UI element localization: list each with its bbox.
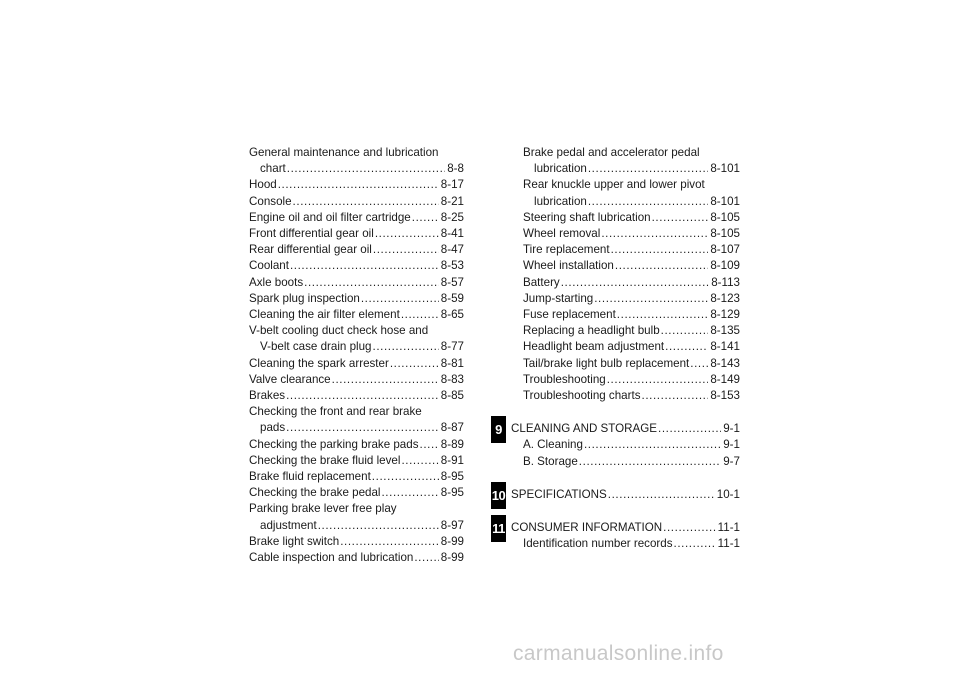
chapter-tab-9[interactable]: 9: [491, 416, 506, 443]
toc-entry-page: 8-99: [440, 551, 464, 565]
toc-entry[interactable]: [249, 388, 464, 404]
toc-entry-title: CLEANING AND STORAGE: [511, 422, 658, 436]
toc-entry[interactable]: [511, 275, 740, 291]
dot-leader: [390, 356, 439, 372]
toc-entry[interactable]: [249, 242, 464, 258]
toc-entry-page: 8-87: [440, 421, 464, 435]
section-spacer: [511, 503, 740, 520]
toc-entry[interactable]: [511, 210, 740, 226]
toc-entry-title: Console: [249, 194, 292, 208]
chapter-tab-11[interactable]: 11: [491, 515, 506, 542]
toc-entry[interactable]: [511, 388, 740, 404]
toc-entry-title: Front differential gear oil: [249, 227, 374, 241]
toc-entry[interactable]: [249, 534, 464, 550]
toc-entry-title-line[interactable]: Checking the front and rear brake: [249, 405, 422, 419]
toc-entry-title: CONSUMER INFORMATION: [511, 521, 663, 535]
toc-entry[interactable]: [249, 453, 464, 469]
dot-leader: [414, 550, 438, 566]
toc-entry[interactable]: [511, 194, 740, 210]
dot-leader: [601, 226, 708, 242]
toc-entry[interactable]: [511, 307, 740, 323]
toc-entry-page: 9-7: [723, 454, 740, 468]
dot-leader: [361, 291, 439, 307]
dot-leader: [642, 388, 709, 404]
toc-entry[interactable]: [511, 291, 740, 307]
toc-entry-title-line[interactable]: General maintenance and lubrication: [249, 146, 439, 159]
toc-entry-page: 9-1: [723, 438, 740, 452]
chapter-tab-10[interactable]: 10: [491, 482, 506, 509]
dot-leader: [607, 372, 709, 388]
toc-entry[interactable]: [249, 469, 464, 485]
toc-entry-page: 8-109: [710, 259, 740, 273]
dot-leader: [617, 307, 709, 323]
toc-entry-page: 8-101: [710, 162, 740, 176]
toc-entry-title: Cable inspection and lubrication: [249, 551, 414, 565]
dot-leader: [611, 242, 709, 258]
toc-entry-page: 8-47: [440, 243, 464, 257]
dot-leader: [615, 258, 708, 274]
toc-entry-title: pads: [260, 421, 286, 435]
toc-entry-title: Wheel removal: [523, 227, 601, 241]
toc-entry-page: 8-105: [710, 210, 740, 224]
toc-entry-title: adjustment: [260, 518, 317, 532]
dot-leader: [652, 210, 709, 226]
toc-entry[interactable]: [249, 550, 464, 566]
toc-entry-page: 8-77: [440, 340, 464, 354]
dot-leader: [420, 437, 439, 453]
dot-leader: [278, 177, 439, 193]
toc-entry-title: Battery: [523, 275, 560, 289]
section-spacer: [511, 404, 740, 421]
toc-entry-title: Rear differential gear oil: [249, 243, 372, 257]
toc-entry[interactable]: [249, 194, 464, 210]
dot-leader: [286, 388, 439, 404]
dot-leader: [373, 339, 439, 355]
dot-leader: [594, 291, 708, 307]
toc-entry-title: Brakes: [249, 389, 286, 403]
toc-entry-title: Checking the parking brake pads: [249, 437, 419, 451]
toc-entry-title: Troubleshooting: [523, 372, 606, 386]
toc-entry[interactable]: [249, 226, 464, 242]
dot-leader: [332, 372, 439, 388]
toc-entry[interactable]: [249, 356, 464, 372]
dot-leader: [381, 485, 438, 501]
toc-entry-page: 8-99: [440, 534, 464, 548]
toc-entry-page: 10-1: [716, 487, 740, 501]
toc-entry-title: Axle boots: [249, 275, 304, 289]
toc-entry-title: Replacing a headlight bulb: [523, 324, 660, 338]
toc-entry[interactable]: [249, 518, 464, 534]
toc-entry[interactable]: [249, 177, 464, 193]
toc-entry-title: SPECIFICATIONS: [511, 487, 607, 501]
toc-entry[interactable]: [249, 291, 464, 307]
dot-leader: [690, 356, 708, 372]
toc-entry[interactable]: [249, 485, 464, 501]
toc-entry-page: 8-135: [710, 324, 740, 338]
toc-entry-page: 8-105: [710, 227, 740, 241]
toc-entry-page: 8-81: [440, 356, 464, 370]
toc-entry-title: Checking the brake pedal: [249, 486, 381, 500]
dot-leader: [287, 161, 445, 177]
toc-entry-page: 8-17: [440, 178, 464, 192]
toc-entry-title: Cleaning the spark arrester: [249, 356, 389, 370]
dot-leader: [412, 210, 439, 226]
toc-entry[interactable]: [511, 258, 740, 274]
toc-entry-page: 8-57: [440, 275, 464, 289]
toc-entry-title: lubrication: [534, 194, 587, 208]
toc-entry-page: 8-107: [710, 243, 740, 257]
dot-leader: [340, 534, 439, 550]
toc-entry-title: Coolant: [249, 259, 289, 273]
toc-entry-title: Hood: [249, 178, 277, 192]
dot-leader: [293, 194, 439, 210]
toc-entry-page: 8-97: [440, 518, 464, 532]
toc-entry[interactable]: [249, 275, 464, 291]
dot-leader: [401, 453, 438, 469]
toc-entry[interactable]: [249, 437, 464, 453]
toc-entry-title-line[interactable]: Parking brake lever free play: [249, 502, 397, 516]
section-spacer: [511, 470, 740, 487]
toc-entry[interactable]: [249, 372, 464, 388]
toc-entry-page: 8-91: [440, 453, 464, 467]
toc-entry-page: 8-113: [711, 275, 740, 289]
toc-entry-page: 8-95: [440, 470, 464, 484]
dot-leader: [665, 339, 708, 355]
toc-entry-title: chart: [260, 162, 286, 176]
toc-entry-title: Wheel installation: [523, 259, 614, 273]
toc-entry[interactable]: [249, 258, 464, 274]
dot-leader: [588, 194, 708, 210]
toc-section-heading[interactable]: [511, 421, 740, 437]
toc-entry-page: 8-85: [440, 389, 464, 403]
toc-entry[interactable]: [511, 454, 740, 470]
toc-entry-title: Tire replacement: [523, 243, 610, 257]
dot-leader: [375, 226, 439, 242]
toc-entry-page: 11-1: [717, 537, 740, 551]
toc-entry[interactable]: [249, 420, 464, 436]
toc-entry[interactable]: [249, 161, 464, 177]
toc-entry-title: A. Cleaning: [523, 438, 583, 452]
toc-entry[interactable]: [249, 339, 464, 355]
dot-leader: [588, 161, 708, 177]
toc-entry-title: Checking the brake fluid level: [249, 453, 401, 467]
dot-leader: [663, 520, 716, 536]
toc-entry-page: 8-143: [710, 356, 740, 370]
toc-entry-title: Fuse replacement: [523, 308, 616, 322]
toc-entry-page: 8-149: [710, 372, 740, 386]
toc-entry-page: 9-1: [723, 422, 740, 436]
toc-entry-title: Valve clearance: [249, 372, 331, 386]
toc-entry-page: 8-89: [440, 437, 464, 451]
toc-right-column: [511, 145, 740, 552]
toc-entry[interactable]: [511, 339, 740, 355]
toc-entry-page: 8-129: [710, 308, 740, 322]
toc-entry[interactable]: [249, 307, 464, 323]
toc-entry-page: 8-8: [447, 162, 464, 176]
dot-leader: [561, 275, 709, 291]
toc-left-column: [249, 145, 464, 566]
toc-entry-page: 8-65: [440, 308, 464, 322]
toc-entry-title: Headlight beam adjustment: [523, 340, 665, 354]
toc-entry[interactable]: [511, 372, 740, 388]
toc-entry-page: 8-153: [710, 389, 740, 403]
toc-entry-title: B. Storage: [523, 454, 578, 468]
dot-leader: [608, 487, 715, 503]
toc-entry-page: 8-25: [440, 210, 464, 224]
toc-entry-title: Cleaning the air filter element: [249, 308, 400, 322]
toc-entry-title: Engine oil and oil filter cartridge: [249, 210, 411, 224]
toc-entry-page: 8-21: [440, 194, 464, 208]
toc-entry-title: Jump-starting: [523, 291, 594, 305]
dot-leader: [373, 242, 439, 258]
toc-entry-page: 11-1: [717, 521, 740, 535]
dot-leader: [372, 469, 439, 485]
toc-entry-title: lubrication: [534, 162, 587, 176]
toc-entry-title: Brake fluid replacement: [249, 470, 371, 484]
toc-entry-title: Tail/brake light bulb replacement: [523, 356, 690, 370]
toc-entry-title: V-belt case drain plug: [260, 340, 372, 354]
toc-entry[interactable]: [511, 437, 740, 453]
toc-entry[interactable]: [511, 161, 740, 177]
toc-section-heading[interactable]: [511, 487, 740, 503]
toc-entry-page: 8-59: [440, 291, 464, 305]
toc-entry-page: 8-123: [710, 291, 740, 305]
watermark: carmanualsonline.info: [513, 642, 724, 665]
dot-leader: [584, 437, 721, 453]
toc-entry-title: Spark plug inspection: [249, 291, 360, 305]
toc-entry-page: 8-41: [440, 227, 464, 241]
dot-leader: [658, 421, 721, 437]
toc-entry[interactable]: [511, 323, 740, 339]
toc-entry-page: 8-53: [440, 259, 464, 273]
toc-entry-page: 8-101: [710, 194, 740, 208]
toc-entry-title-line[interactable]: V-belt cooling duct check hose and: [249, 324, 429, 338]
toc-entry[interactable]: [511, 226, 740, 242]
dot-leader: [674, 536, 716, 552]
toc-entry-page: 8-141: [710, 340, 740, 354]
dot-leader: [286, 420, 439, 436]
dot-leader: [304, 275, 439, 291]
toc-entry[interactable]: [511, 536, 740, 552]
dot-leader: [290, 258, 439, 274]
dot-leader: [401, 307, 439, 323]
dot-leader: [661, 323, 709, 339]
toc-entry-page: 8-83: [440, 372, 464, 386]
toc-section-heading[interactable]: [511, 520, 740, 536]
toc-entry-title: Brake light switch: [249, 534, 340, 548]
toc-entry-title-line[interactable]: Rear knuckle upper and lower pivot: [523, 178, 705, 192]
toc-entry[interactable]: [511, 356, 740, 372]
toc-entry-title-line[interactable]: Brake pedal and accelerator pedal: [523, 146, 700, 159]
dot-leader: [579, 454, 721, 470]
toc-entry[interactable]: [249, 210, 464, 226]
toc-entry-title: Identification number records: [523, 537, 673, 551]
toc-entry-title: Troubleshooting charts: [523, 389, 641, 403]
toc-entry-page: 8-95: [440, 486, 464, 500]
toc-entry-title: Steering shaft lubrication: [523, 210, 651, 224]
dot-leader: [318, 518, 439, 534]
toc-entry[interactable]: [511, 242, 740, 258]
